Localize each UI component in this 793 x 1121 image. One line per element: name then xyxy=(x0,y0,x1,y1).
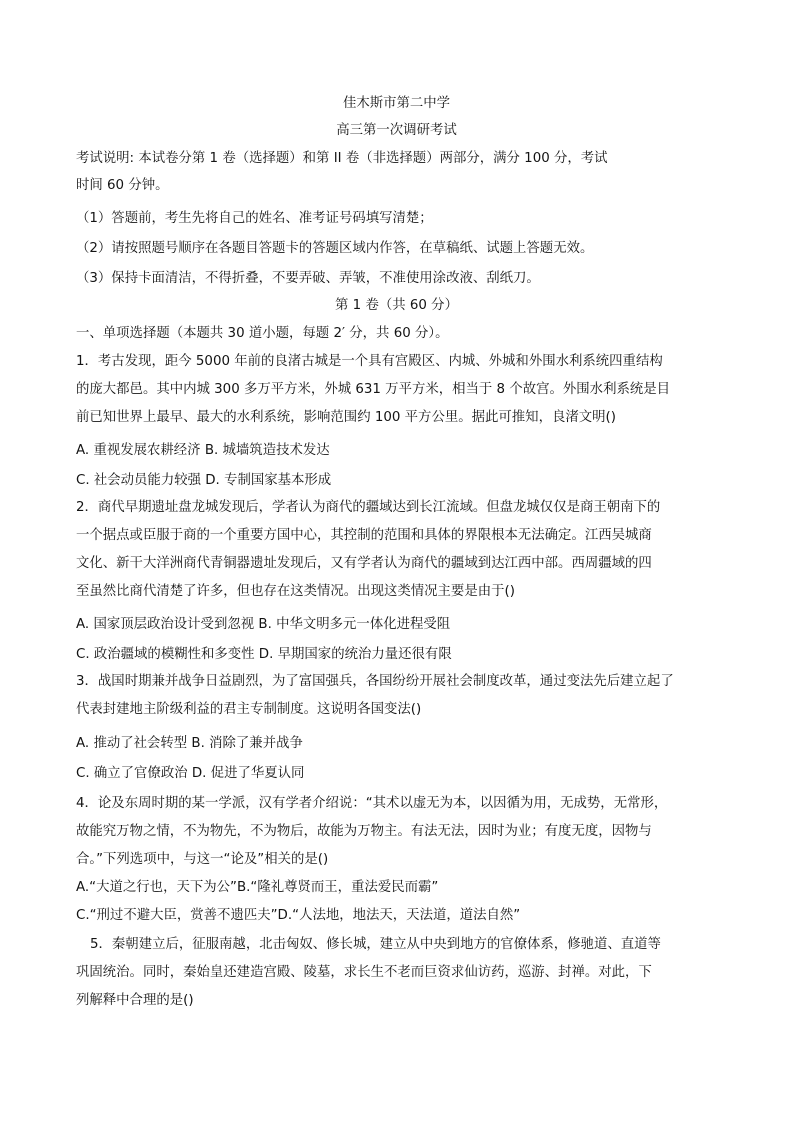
question-2-line-4: 至虽然比商代清楚了许多，但也存在这类情况。出现这类情况主要是由于() xyxy=(76,584,515,599)
question-1-line-3: 前已知世界上最早、最大的水利系统，影响范围约 100 平方公里。据此可推知，良渚文明() xyxy=(76,410,616,425)
question-4-line-2: 故能究万物之情，不为物先，不为物后，故能为万物主。有法无法，因时为业；有度无度，因物与 xyxy=(76,824,652,839)
question-4-options-cd: C.“刑过不避大臣，赏善不遗匹夫”D.“人法地，地法天，天法道，道法自然” xyxy=(76,908,521,923)
question-1-line-2: 的庞大都邑。其中内城 300 多万平方米，外城 631 万平方米，相当于 8 个故宫。外围水利系统是目 xyxy=(76,382,671,397)
question-2-line-1: 2．商代早期遗址盘龙城发现后，学者认为商代的疆域达到长江流域。但盘龙城仅仅是商王朝南下的 xyxy=(76,500,661,515)
exam-instructions-line-2: 时间 60 分钟。 xyxy=(76,178,169,193)
question-3-line-2: 代表封建地主阶级利益的君主专制制度。这说明各国变法() xyxy=(76,702,422,717)
note-2: （2）请按照题号顺序在各题目答题卡的答题区域内作答，在草稿纸、试题上答题无效。 xyxy=(76,241,594,256)
question-2-line-3: 文化、新干大洋洲商代青铜器遗址发现后，又有学者认为商代的疆域到达江西中部。西周疆域的四 xyxy=(76,556,652,571)
question-1-line-1: 1．考古发现，距今 5000 年前的良渚古城是一个具有宫殿区、内城、外城和外围水利系统四重结构 xyxy=(76,354,663,369)
exam-title: 高三第一次调研考试 xyxy=(336,123,457,138)
question-3-options-ab: A. 推动了社会转型 B. 消除了兼并战争 xyxy=(76,736,303,751)
question-4-options-ab: A.“大道之行也，天下为公”B.“隆礼尊贤而王，重法爱民而霸” xyxy=(76,880,439,895)
question-3-line-1: 3．战国时期兼并战争日益剧烈，为了富国强兵，各国纷纷开展社会制度改革，通过变法先后建立起了 xyxy=(76,674,674,689)
question-2-line-2: 一个据点或臣服于商的一个重要方国中心，其控制的范围和具体的界限根本无法确定。江西吴城商 xyxy=(76,528,652,543)
question-2-options-ab: A. 国家顶层政治设计受到忽视 B. 中华文明多元一体化进程受阻 xyxy=(76,617,451,632)
question-4-line-3: 合。”下列选项中，与这一“论及”相关的是() xyxy=(76,852,329,867)
question-3-options-cd: C. 确立了官僚政治 D. 促进了华夏认同 xyxy=(76,766,305,781)
question-2-options-cd: C. 政治疆域的模糊性和多变性 D. 早期国家的统治力量还很有限 xyxy=(76,647,452,662)
note-1: （1）答题前，考生先将自己的姓名、准考证号码填写清楚； xyxy=(76,211,433,226)
section-title: 第 1 卷（共 60 分） xyxy=(335,298,458,313)
question-5-line-3: 列解释中合理的是() xyxy=(76,993,194,1008)
question-1-options-ab: A. 重视发展农耕经济 B. 城墙筑造技术发达 xyxy=(76,443,330,458)
note-3: （3）保持卡面清洁，不得折叠，不要弄破、弄皱，不准使用涂改液、刮纸刀。 xyxy=(76,271,540,286)
exam-instructions-line-1: 考试说明: 本试卷分第 1 卷（选择题）和第 II 卷（非选择题）两部分，满分 100 分，考试 xyxy=(76,151,608,166)
question-1-options-cd: C. 社会动员能力较强 D. 专制国家基本形成 xyxy=(76,473,332,488)
question-5-line-1: 5．秦朝建立后，征服南越，北击匈奴、修长城，建立从中央到地方的官僚体系，修驰道、直道等 xyxy=(90,937,661,952)
question-4-line-1: 4．论及东周时期的某一学派，汉有学者介绍说：“其术以虚无为本，以因循为用，无成势，无常形， xyxy=(76,796,668,811)
part-heading: 一、单项选择题（本题共 30 道小题，每题 2′ 分，共 60 分）。 xyxy=(76,326,449,341)
school-name: 佳木斯市第二中学 xyxy=(342,96,451,111)
question-5-line-2: 巩固统治。同时，秦始皇还建造宫殿、陵墓，求长生不老而巨资求仙访药，巡游、封禅。对此，下 xyxy=(76,965,652,980)
